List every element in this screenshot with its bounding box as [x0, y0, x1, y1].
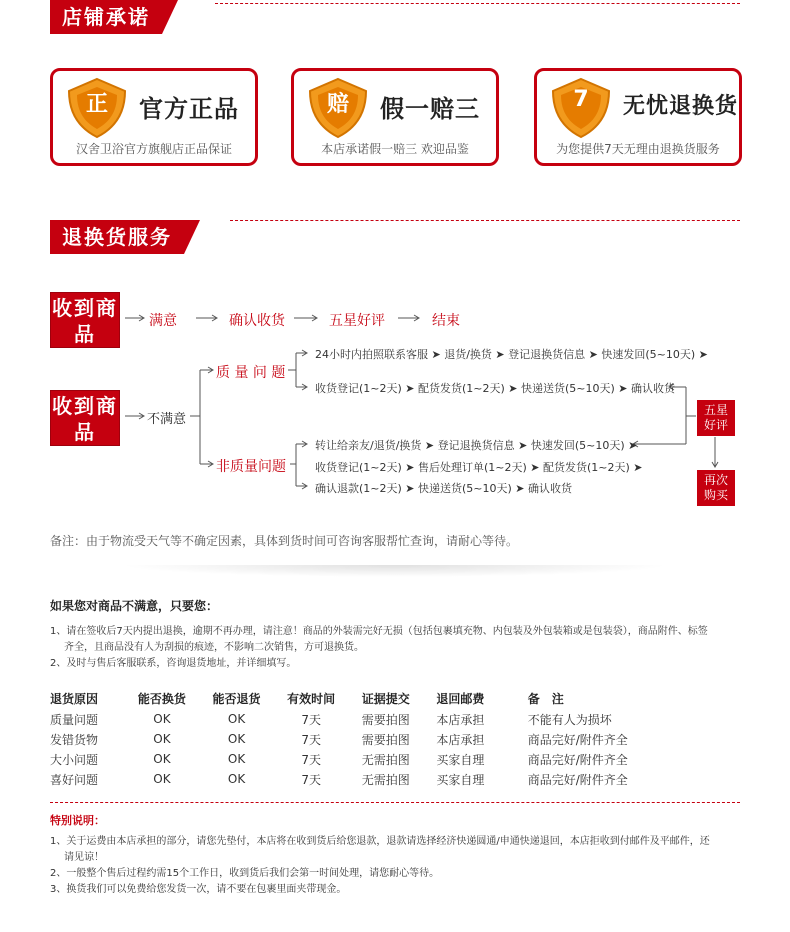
cell: 本店承担: [436, 712, 485, 727]
cell: 无需拍图: [361, 752, 410, 767]
table-row: [50, 729, 700, 749]
badge-text: 7: [573, 87, 589, 112]
list-item: 齐全，且商品没有人为刮损的痕迹，不影响二次销售，方可退换货。: [64, 642, 364, 653]
flow-confirm-receipt: 确认收货: [229, 313, 285, 329]
unsatisfied-title: 如果您对商品不满意，只要您：: [50, 599, 219, 613]
cell: 7天: [301, 752, 321, 767]
unsatisfied-list: [50, 624, 750, 672]
service-header-title: 退换货服务: [50, 220, 184, 254]
flow-five-star: 五星好评: [329, 313, 385, 329]
list-item: 1、请在签收后7天内提出退换，逾期不再办理，请注意！商品的外装需完好无损（包括包裹填充物、内包装及外包装箱或是包装袋），商品附件、标签: [50, 626, 708, 637]
table-row: [50, 769, 700, 789]
column-header: 退回邮费: [436, 692, 485, 706]
cell: OK: [227, 752, 246, 766]
cell: OK: [153, 752, 171, 766]
card-title: 假一赔三: [380, 95, 480, 123]
cell: 本店承担: [436, 732, 485, 747]
card-title: 无忧退换货: [623, 94, 739, 119]
cell: 大小问题: [50, 752, 99, 767]
five-star-box: 五星 好评: [697, 400, 735, 436]
list-item: 3、换货我们可以免费给您发货一次，请不要在包裹里面夹带现金。: [50, 884, 347, 895]
cell: 需要拍图: [361, 712, 410, 727]
promise-header-title: 店铺承诺: [50, 0, 162, 34]
nonquality-step-1: 转让给亲友/退货/换货 ➤ 登记退换货信息 ➤ 快速发回(5~10天) ➤: [315, 439, 638, 452]
table-header-row: [50, 688, 700, 709]
column-header: 有效时间: [287, 692, 336, 706]
cell: 商品完好/附件齐全: [527, 752, 628, 767]
badge-text: 赔: [326, 92, 349, 117]
received-box: 收到商品: [50, 292, 120, 348]
promise-section-header: [50, 0, 740, 34]
card-subtitle: 汉舍卫浴官方旗舰店正品保证: [75, 142, 232, 156]
divider: [50, 802, 740, 803]
rebuy-box: 再次 购买: [697, 470, 735, 506]
list-item: 2、及时与售后客服联系，咨询退货地址，并详细填写。: [50, 658, 297, 669]
quality-step-1: 24小时内拍照联系客服 ➤ 退货/换货 ➤ 登记退换货信息 ➤ 快速发回(5~10天) ➤: [315, 348, 708, 361]
flow-non-quality-issue: 非质量问题: [216, 459, 286, 475]
cell: 喜好问题: [50, 772, 99, 787]
service-section-header: [50, 220, 740, 254]
card-subtitle: 为您提供7天无理由退换货服务: [556, 142, 720, 156]
flow-quality-issue: 质 量 问 题: [216, 365, 286, 381]
table-row: [50, 749, 700, 769]
cell: 无需拍图: [361, 772, 410, 787]
column-header: 备 注: [527, 692, 564, 706]
shadow-divider: [120, 565, 670, 577]
cell: OK: [227, 772, 246, 786]
cell: OK: [153, 732, 171, 746]
cell: 商品完好/附件齐全: [527, 772, 628, 787]
cell: 商品完好/附件齐全: [527, 732, 628, 747]
column-header: 能否退货: [212, 692, 261, 706]
divider: [215, 3, 740, 4]
special-list: [50, 834, 750, 898]
cell: 7天: [301, 732, 321, 747]
cell: 7天: [301, 712, 321, 727]
cell: 需要拍图: [361, 732, 410, 747]
cell: 质量问题: [50, 712, 99, 727]
column-header: 证据提交: [361, 692, 410, 706]
nonquality-step-2: 收货登记(1~2天) ➤ 售后处理订单(1~2天) ➤ 配货发货(1~2天) ➤: [315, 461, 643, 474]
special-title: 特别说明：: [50, 814, 105, 827]
received-box: 收到商品: [50, 390, 120, 446]
list-item: 请见谅！: [64, 852, 104, 863]
badge-text: 正: [85, 92, 108, 117]
flow-satisfied: 满意: [149, 313, 177, 329]
cell: 7天: [301, 772, 321, 787]
cell: 发错货物: [50, 732, 99, 747]
cell: OK: [153, 772, 171, 786]
cell: OK: [227, 712, 246, 726]
flow-end: 结束: [432, 313, 460, 329]
nonquality-step-3: 确认退款(1~2天) ➤ 快递送货(5~10天) ➤ 确认收货: [315, 482, 573, 495]
return-policy-table: [50, 688, 700, 789]
table-row: [50, 709, 700, 729]
card-return: [534, 68, 742, 166]
cell: 买家自理: [436, 772, 485, 787]
card-compensation: [291, 68, 499, 166]
divider: [230, 220, 740, 221]
column-header: 退货原因: [50, 692, 99, 706]
quality-step-2: 收货登记(1~2天) ➤ 配货发货(1~2天) ➤ 快递送货(5~10天) ➤ 确认收货: [315, 382, 676, 395]
card-title: 官方正品: [139, 95, 239, 123]
cell: OK: [227, 732, 246, 746]
remark: 备注：由于物流受天气等不确定因素，具体到货时间可咨询客服帮忙查询，请耐心等待。: [50, 534, 519, 548]
list-item: 2、一般整个售后过程约需15个工作日，收到货后我们会第一时间处理，请您耐心等待。: [50, 868, 440, 879]
column-header: 能否换货: [137, 692, 186, 706]
list-item: 1、关于运费由本店承担的部分，请您先垫付，本店将在收到货后给您退款，退款请选择经济快递圆通/申通快递退回，本店拒收到付邮件及平邮件，还: [50, 836, 710, 847]
cell: OK: [153, 712, 171, 726]
flow-unsatisfied: 不满意: [147, 412, 187, 427]
cell: 不能有人为损坏: [527, 712, 612, 727]
cell: 买家自理: [436, 752, 485, 767]
card-subtitle: 本店承诺假一赔三 欢迎品鉴: [321, 142, 469, 156]
card-genuine: [50, 68, 258, 166]
